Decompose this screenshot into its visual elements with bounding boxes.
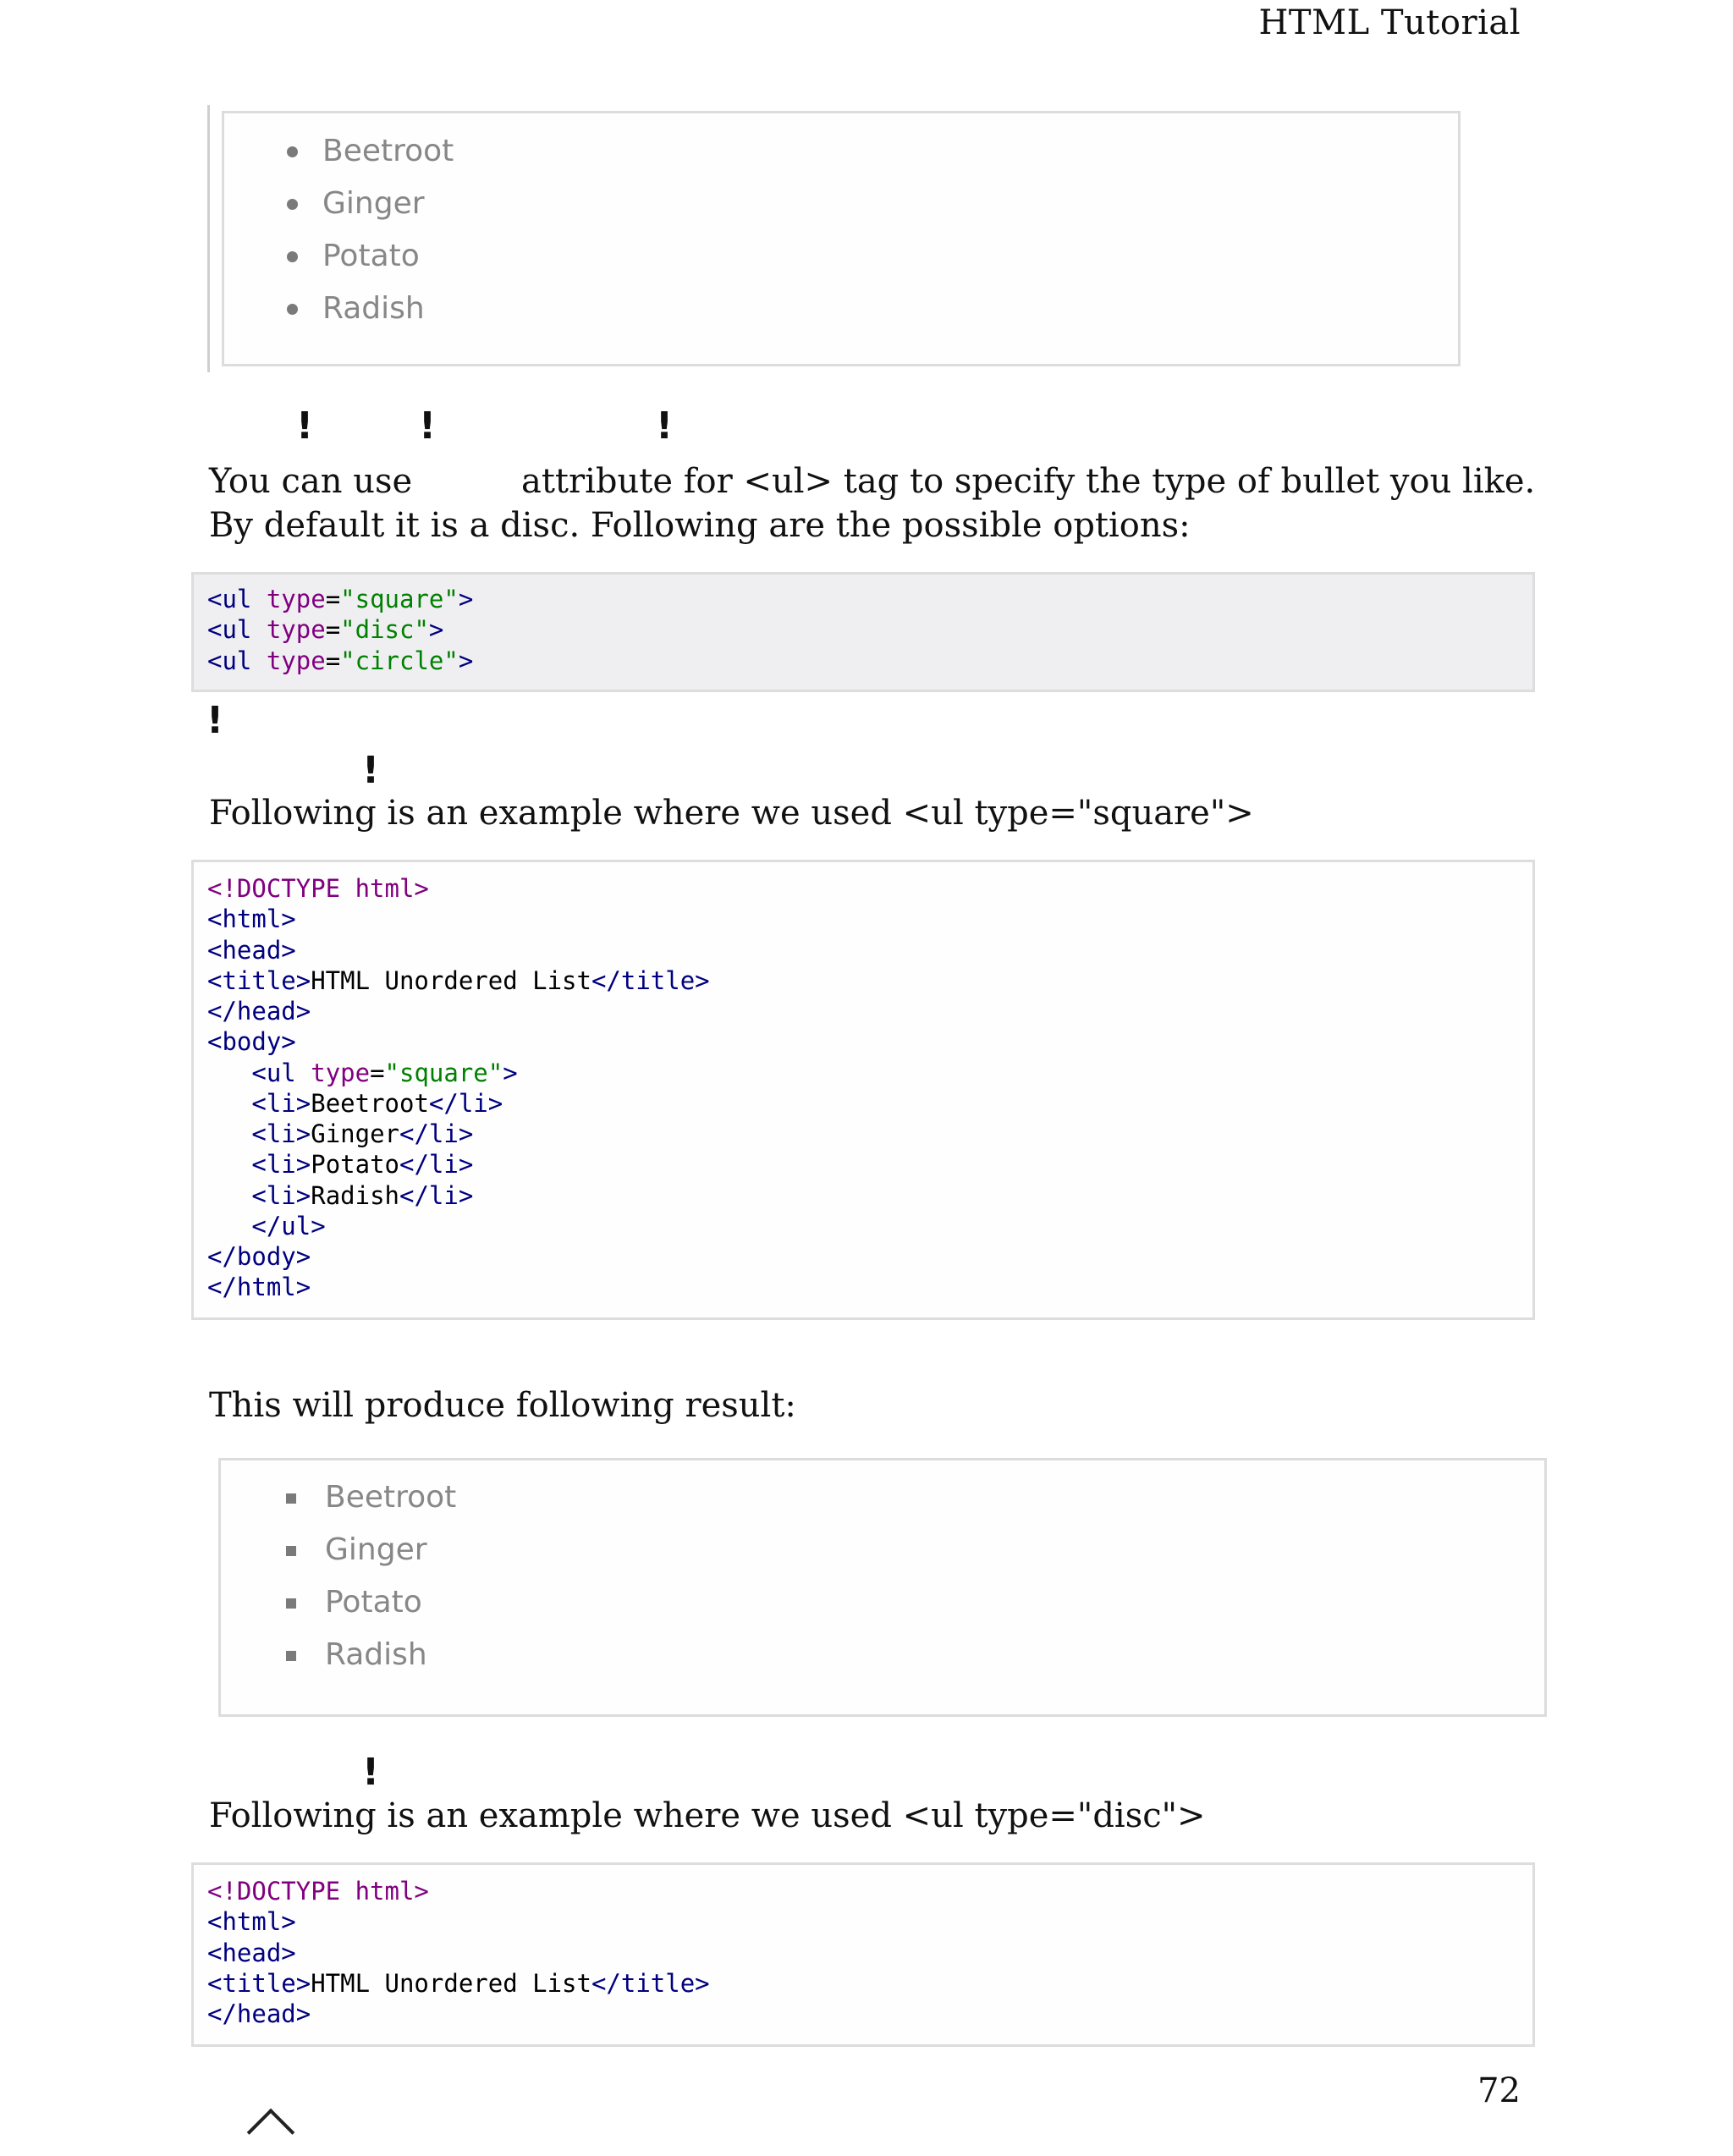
code-token: <html> [207,905,296,934]
code-line [207,585,473,613]
code-line [207,1150,473,1179]
code-token: <!DOCTYPE html> [207,874,429,903]
result-list-square [325,1471,456,1681]
heading-mark: ! [362,749,380,792]
text-attribute-for-ul: attribute for <ul> tag to specify the type of bullet you like. [521,462,1536,501]
code-token: "square" [384,1058,503,1087]
code-token: HTML Unordered List [311,965,591,995]
code-token: <html> [207,1907,296,1937]
text-you-can-use: You can use [209,462,413,501]
code-token: "circle" [340,646,459,675]
list-item: Ginger [322,178,454,230]
code-token: Potato [311,1150,399,1180]
code-square-example [207,873,710,1303]
code-token: </body> [207,1242,311,1271]
code-disc-example [207,1876,710,2029]
code-line [207,936,296,965]
list-item: Radish [325,1629,456,1681]
code-line [207,1059,518,1087]
running-header: HTML Tutorial [1258,3,1521,42]
code-line [207,1119,473,1148]
code-line [207,1999,311,2028]
code-token: type [266,646,326,675]
code-line [207,966,710,995]
code-token: > [458,646,474,675]
code-token [207,1181,251,1210]
example-square-intro: Following is an example where we used <ul type="square"> [209,794,1254,833]
heading-mark: ! [296,404,314,448]
code-token: "disc" [340,615,429,645]
list-item: Beetroot [325,1471,456,1524]
paragraph-type-attr-line2: By default it is a disc. Following are the possible options: [209,506,1191,545]
code-token: type [311,1058,371,1087]
code-type-options [207,584,473,676]
code-line [207,997,311,1026]
code-token: <head> [207,1938,296,1967]
code-line [207,1969,710,1998]
code-line [207,1907,296,1936]
result-caption: This will produce following result: [209,1386,796,1425]
list-item: Potato [322,230,454,283]
code-token: <li> [251,1150,311,1180]
heading-mark: ! [656,404,674,448]
code-token: </html> [207,1273,311,1302]
code-token: Beetroot [311,1088,429,1118]
code-line [207,1027,296,1056]
code-line [207,1181,473,1210]
code-token: </title> [591,1968,710,1998]
code-token: = [325,646,341,675]
code-token: <title> [207,1968,311,1998]
code-token [207,1089,251,1118]
code-token: <ul [207,646,267,675]
code-token: <ul [251,1058,311,1087]
heading-mark: ! [362,1751,380,1794]
code-token: </head> [207,997,311,1026]
code-line [207,874,429,903]
code-token: </li> [399,1180,474,1210]
code-line [207,1212,326,1240]
code-token: > [458,585,474,613]
code-token: = [370,1058,385,1087]
code-line [207,1089,503,1118]
code-token: <li> [251,1088,311,1118]
result-box-square [218,1458,1547,1717]
code-line [207,905,296,933]
code-token: = [325,615,341,645]
code-token: type [266,585,326,613]
code-token [207,1059,251,1087]
code-token: <!DOCTYPE html> [207,1877,429,1906]
list-item: Ginger [325,1524,456,1576]
code-token: > [503,1058,518,1087]
code-token: = [325,585,341,613]
page-number: 72 [1477,2071,1521,2110]
code-token: <head> [207,935,296,965]
list-item: Radish [322,283,454,335]
code-token: HTML Unordered List [311,1968,591,1998]
code-token: </head> [207,1999,311,2028]
heading-mark: ! [419,404,437,448]
code-token: <ul [207,615,267,645]
list-item: Potato [325,1576,456,1629]
code-token: "square" [340,585,459,613]
code-line [207,1877,429,1906]
code-line [207,1273,311,1301]
paragraph-type-attr-line1 [209,459,412,503]
code-token: <body> [207,1027,296,1057]
result-list-disc [322,125,454,335]
code-token: <title> [207,965,311,995]
heading-mark: ! [206,699,224,742]
list-item: Beetroot [322,125,454,178]
code-line [207,1939,296,1967]
code-token [207,1150,251,1179]
code-line [207,646,473,675]
code-token: </li> [428,1088,503,1118]
code-token [207,1119,251,1148]
code-token: <ul [207,585,267,613]
code-token: > [428,615,444,645]
code-token: Radish [311,1180,399,1210]
example-disc-intro: Following is an example where we used <ul type="disc"> [209,1796,1206,1835]
code-line [207,615,443,644]
code-token: <li> [251,1180,311,1210]
result-box-disc [222,111,1461,366]
code-token: </li> [399,1150,474,1180]
code-token: type [266,615,326,645]
code-line [207,1242,311,1271]
left-rule [207,105,210,372]
code-token [207,1212,251,1240]
code-token: Ginger [311,1119,399,1148]
code-token: </ul> [251,1211,326,1240]
code-token: </li> [399,1119,474,1148]
scroll-up-icon[interactable] [247,2109,295,2156]
code-token: </title> [591,965,710,995]
code-token: <li> [251,1119,311,1148]
